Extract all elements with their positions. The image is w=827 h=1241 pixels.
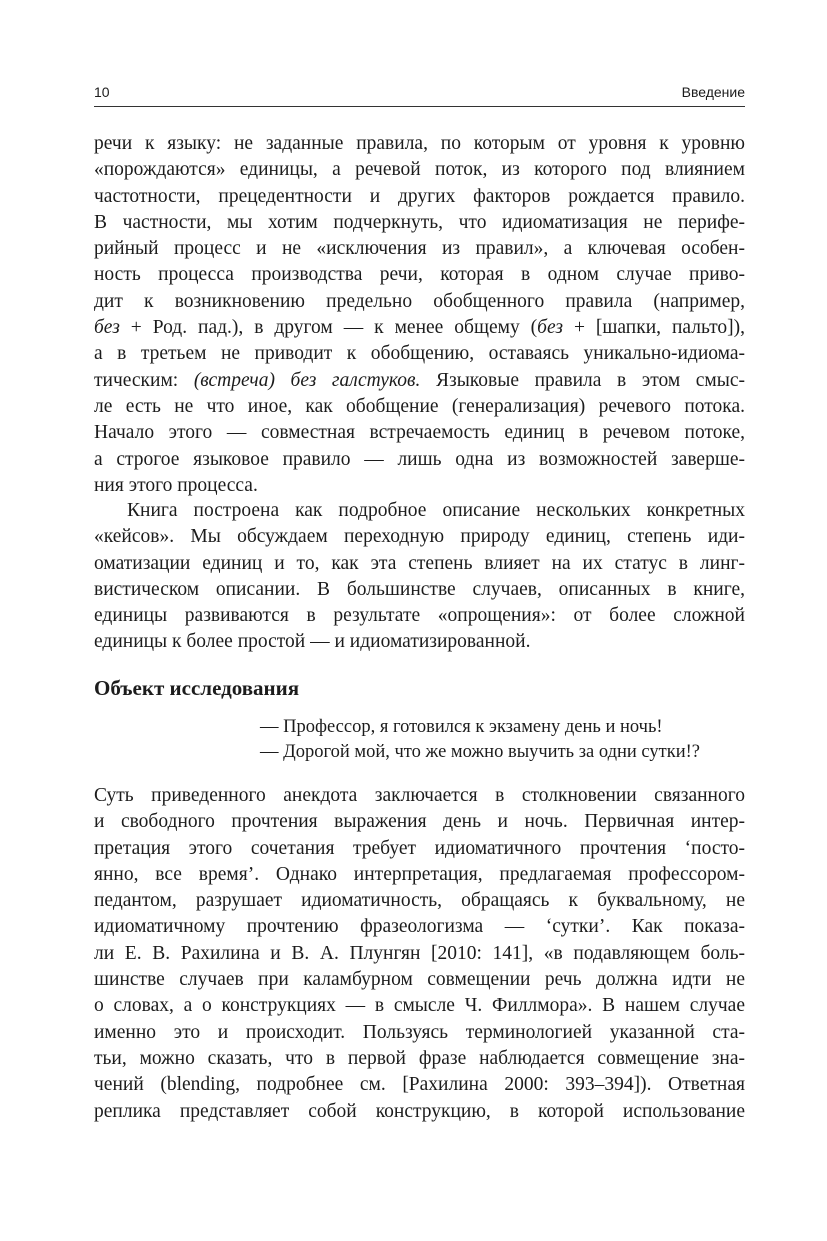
text-line [94, 368, 745, 394]
text-line: именно это и происходит. Пользуясь терминологией указанной ста- [94, 1021, 745, 1043]
text-line: оматизации единиц и то, как эта степень влияет на их статус в линг- [94, 552, 745, 574]
text-line: ния этого процесса. [94, 474, 258, 496]
epigraph-line: — Профессор, я готовился к экзамену день и ночь! [260, 717, 663, 737]
text-line: а в третьем не приводит к обобщению, оставаясь уникально-идиома- [94, 343, 745, 365]
text-line: янно, все время’. Однако интерпретация, предлагаемая профессором- [94, 863, 745, 885]
text-run: тическим: [94, 369, 194, 391]
text-line: претация этого сочетания требует идиоматичного прочтения ‘посто- [94, 837, 745, 859]
text-line: рийный процесс и не «исключения из правил», а ключевая особен- [94, 238, 745, 260]
italic-example: без [94, 317, 120, 339]
text-line [94, 315, 745, 341]
text-run: + [шапки, пальто]), [563, 317, 745, 339]
text-line: частотности, прецедентности и других факторов рождается правило. [94, 185, 745, 207]
text-line: ность процесса производства речи, которая в одном случае приво- [94, 264, 745, 286]
epigraph-line: — Дорогой мой, что же можно выучить за одни сутки!? [260, 742, 700, 762]
book-page [94, 0, 745, 1241]
text-line: тьи, можно сказать, что в первой фразе наблюдается совмещение зна- [94, 1047, 745, 1069]
text-line: вистическом описании. В большинстве случаев, описанных в книге, [94, 578, 745, 600]
text-line: «кейсов». Мы обсуждаем переходную природу единиц, степень иди- [94, 526, 745, 548]
section-heading: Объект исследования [94, 676, 300, 700]
header-rule [94, 106, 745, 107]
text-line: реплика представляет собой конструкцию, в которой использование [94, 1100, 745, 1122]
text-line: педантом, разрушает идиоматичность, обращаясь к буквальному, не [94, 890, 745, 912]
text-line: идиоматичному прочтению фразеологизма — ‘сутки’. Как показа- [94, 916, 745, 938]
text-line: дит к возникновению предельно обобщенного правила (например, [94, 290, 745, 312]
text-line: единицы развиваются в результате «опрощения»: от более сложной [94, 605, 745, 627]
text-line: ле есть не что иное, как обобщение (генерализация) речевого потока. [94, 395, 745, 417]
paragraph-1 [94, 131, 745, 499]
text-line: единицы к более простой — и идиоматизированной. [94, 631, 531, 653]
page-number: 10 [94, 84, 110, 100]
paragraph-3 [94, 783, 745, 1125]
paragraph-2 [94, 498, 745, 656]
epigraph [260, 715, 745, 765]
italic-example: без [537, 317, 563, 339]
text-line: В частности, мы хотим подчеркнуть, что идиоматизация не перифе- [94, 211, 745, 233]
text-line: шинстве случаев при каламбурном совмещении речь должна идти не [94, 969, 745, 991]
running-header [94, 82, 745, 104]
text-line: «порождаются» единицы, а речевой поток, из которого под влиянием [94, 159, 745, 181]
text-line: и свободного прочтения выражения день и ночь. Первичная интер- [94, 811, 745, 833]
text-line: а строгое языковое правило — лишь одна из возможностей заверше- [94, 448, 745, 470]
italic-example: (встреча) без галстуков. [193, 369, 421, 391]
text-run: + Род. пад.), в другом — к менее общему ( [119, 317, 538, 339]
running-section-title: Введение [681, 84, 745, 100]
text-line: речи к языку: не заданные правила, по которым от уровня к уровню [94, 133, 745, 154]
text-line: Суть приведенного анекдота заключается в столкновении связанного [94, 785, 745, 806]
text-line: Начало этого — совместная встречаемость единиц в речевом потоке, [94, 422, 745, 444]
text-line: о словах, а о конструкциях — в смысле Ч. Филлмора». В нашем случае [94, 995, 745, 1017]
text-run: Языковые правила в этом смыс- [420, 369, 745, 391]
text-line: Книга построена как подробное описание нескольких конкретных [127, 500, 745, 521]
text-line: чений (blending, подробнее см. [Рахилина 2000: 393–394]). Ответная [94, 1074, 745, 1096]
text-line: ли Е. В. Рахилина и В. А. Плунгян [2010: 141], «в подавляющем боль- [94, 942, 745, 964]
